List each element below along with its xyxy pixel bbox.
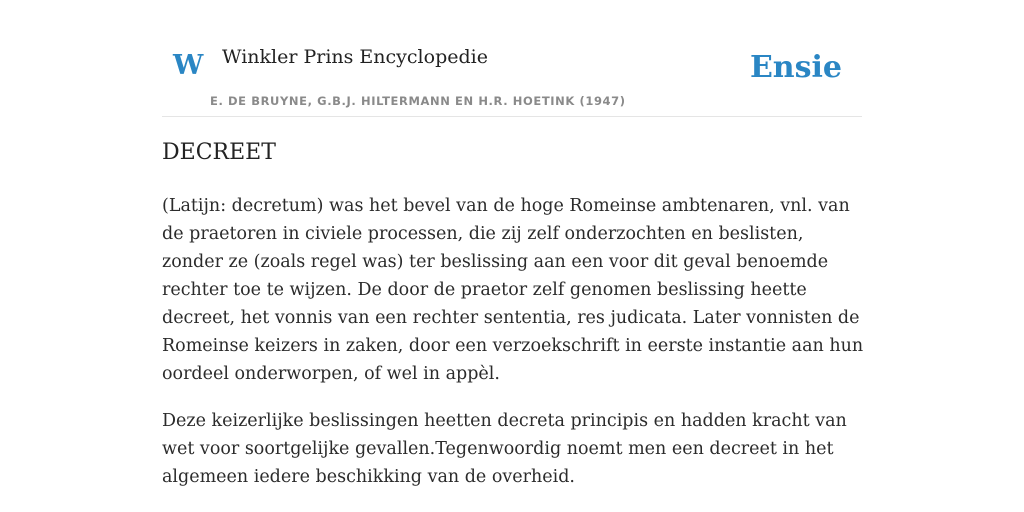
ensie-brand-logo[interactable]: Ensie — [749, 50, 842, 85]
source-authors: E. DE BRUYNE, G.B.J. HILTERMANN EN H.R. HOETINK (1947) — [210, 94, 626, 108]
entry-body — [162, 192, 866, 510]
entry-paragraph: Deze keizerlijke beslissingen heetten decreta principis en hadden kracht van wet voor soortgelijke gevallen.Tegenwoordig noemt men een decreet in het algemeen iedere beschikking van de overheid. — [162, 411, 847, 487]
entry-title: DECREET — [162, 140, 276, 165]
source-header — [162, 40, 862, 117]
source-title[interactable]: Winkler Prins Encyclopedie — [222, 46, 488, 68]
entry-paragraph: (Latijn: decretum) was het bevel van de hoge Romeinse ambtenaren, vnl. van de praetoren in civiele processen, die zij zelf onderzochten en beslisten, zonder ze (zoals regel was) ter beslissing aan een voor dit geval benoemde rechter toe te wijzen. De door de praetor zelf genomen beslissing heette decreet, het vonnis van een rechter sententia, res judicata. Later vonnisten de Romeinse keizers in zaken, door een verzoekschrift in eerste instantie aan hun oordeel onderworpen, of wel in appèl. — [162, 196, 864, 384]
winkler-prins-logo-icon[interactable]: W — [173, 50, 204, 81]
